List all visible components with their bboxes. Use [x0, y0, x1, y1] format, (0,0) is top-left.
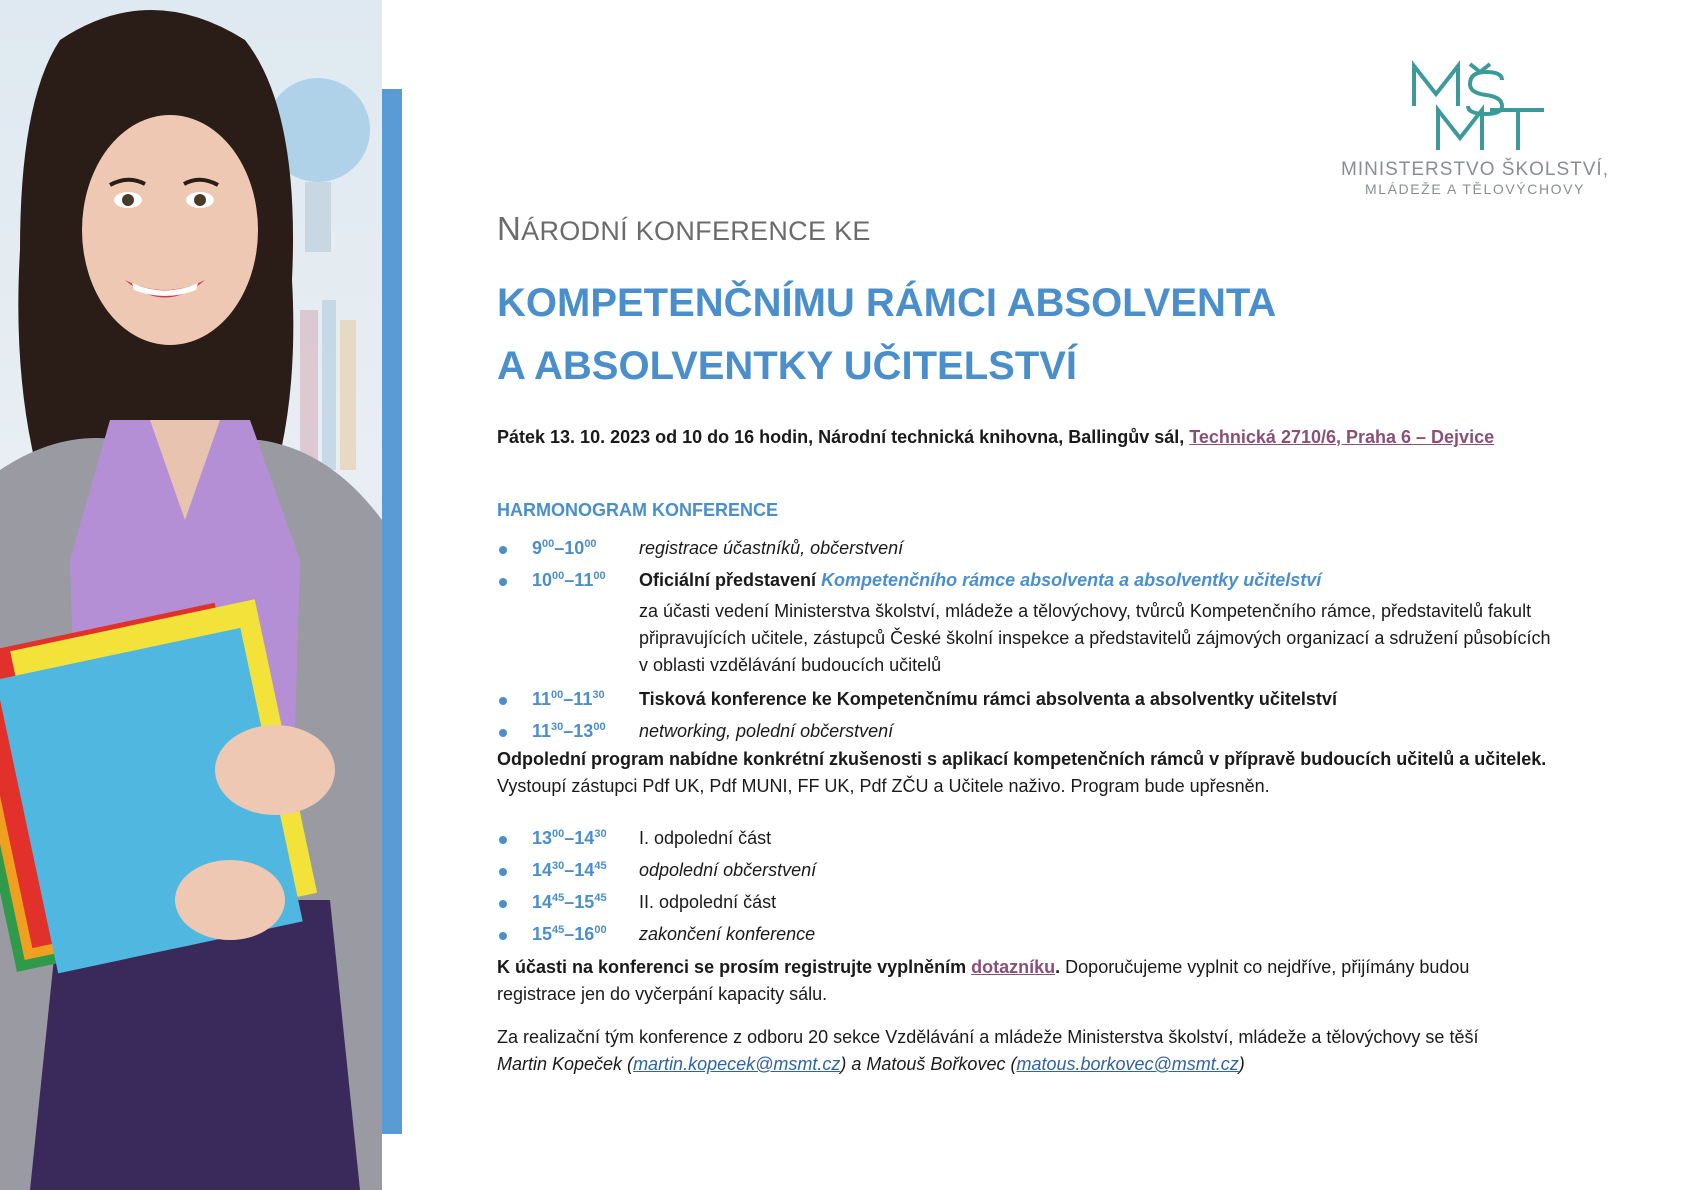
bullet-icon [499, 836, 507, 844]
schedule-heading: HARMONOGRAM KONFERENCE [497, 500, 778, 520]
schedule-label: Tisková konference ke Kompetenčnímu rámci absolventa a absolventky učitelství [639, 689, 1337, 709]
bullet-icon [499, 729, 507, 737]
schedule-label: zakončení konference [639, 924, 816, 944]
event-date-place: Pátek 13. 10. 2023 od 10 do 16 hodin, Národní technická knihovna, Ballingův sál, [497, 427, 1190, 447]
bullet-icon [499, 932, 507, 940]
organizer-footer: Za realizační tým konference z odboru 20 sekce Vzdělávání a mládeže Ministerstva školství, mládeže a tělovýchovy se těší Martin Kopeček (martin.kopecek@msmt.cz) a Matouš Bořkovec (matous.borkovec@msmt.cz) [497, 1027, 1479, 1074]
schedule-time: $11^{00}-11^{30}$ [532, 689, 605, 709]
logo-text-line1: MINISTERSTVO ŠKOLSTVÍ, [1341, 159, 1609, 180]
student-photo-illustration [0, 0, 382, 1190]
title-line-1: KOMPETENČNÍMU RÁMCI ABSOLVENTA [497, 281, 1277, 325]
kicker-rest: ÁRODNÍ KONFERENCE KE [521, 216, 871, 246]
bullet-icon [499, 546, 507, 554]
kicker-initial: N [497, 210, 522, 247]
title-line-2: A ABSOLVENTKY UČITELSTVÍ [497, 344, 1078, 388]
schedule-time: $10^{00}-11^{00}$ [532, 570, 606, 590]
afternoon-intro: Odpolední program nabídne konkrétní zkušenosti s aplikací kompetenčních rámců v přípravě budoucích učitelů a učitelek. Vystoupí zástupci Pdf UK, Pdf MUNI, FF UK, Pdf ZČU a Učitele naživo. Program bude upřesněn. [497, 749, 1547, 796]
schedule-time: $15^{45}-16^{00}$ [532, 924, 607, 944]
questionnaire-link[interactable]: dotazníku [971, 957, 1056, 977]
msmt-logo-mark-icon [1408, 60, 1548, 155]
schedule-label: II. odpolední část [639, 892, 777, 912]
msmt-logo [1330, 60, 1620, 200]
conference-title [497, 272, 1276, 398]
email-link-kopecek[interactable]: martin.kopecek@msmt.cz [633, 1054, 841, 1074]
accent-stripe [382, 89, 402, 1134]
bullet-icon [499, 900, 507, 908]
logo-text-line2: MLÁDEŽE A TĚLOVÝCHOVY [1364, 181, 1586, 197]
schedule-label: networking, polední občerstvení [639, 721, 894, 741]
schedule-label: registrace účastníků, občerstvení [639, 538, 904, 558]
email-link-borkovec[interactable]: matous.borkovec@msmt.cz [1016, 1054, 1239, 1074]
schedule-label: I. odpolední část [639, 828, 772, 848]
schedule-time: $13^{00}-14^{30}$ [532, 828, 607, 848]
conference-kicker [497, 210, 871, 248]
bullet-icon [499, 578, 507, 586]
schedule-label: odpolední občerstvení [639, 860, 817, 880]
schedule-time: $14^{30}-14^{45}$ [532, 860, 607, 880]
hero-photo [0, 0, 382, 1190]
event-info [497, 427, 1494, 448]
schedule-label: Oficiální představení Kompetenčního rámce absolventa a absolventky učitelství [639, 570, 1322, 590]
bullet-icon [499, 697, 507, 705]
schedule-time: $9^{00}-10^{00}$ [532, 538, 597, 558]
schedule-time: $14^{45}-15^{45}$ [532, 892, 607, 912]
registration-note: K účasti na konferenci se prosím registrujte vyplněním dotazníku. Doporučujeme vyplnit co nejdříve, přijímány budou registrace jen do vyčerpání kapacity sálu. [497, 957, 1470, 1004]
address-link[interactable]: Technická 2710/6, Praha 6 – Dejvice [1189, 427, 1495, 447]
bullet-icon [499, 868, 507, 876]
schedule-time: $11^{30}-13^{00}$ [532, 721, 606, 741]
presentation-detail: za účasti vedení Ministerstva školství, mládeže a tělovýchovy, tvůrců Kompetenčního rámce, představitelů fakult připravujících učitele, zástupců České školní inspekce a představitelů zájmových organizací a sdružení působících v oblasti vzdělávání budoucích učitelů [639, 601, 1551, 675]
